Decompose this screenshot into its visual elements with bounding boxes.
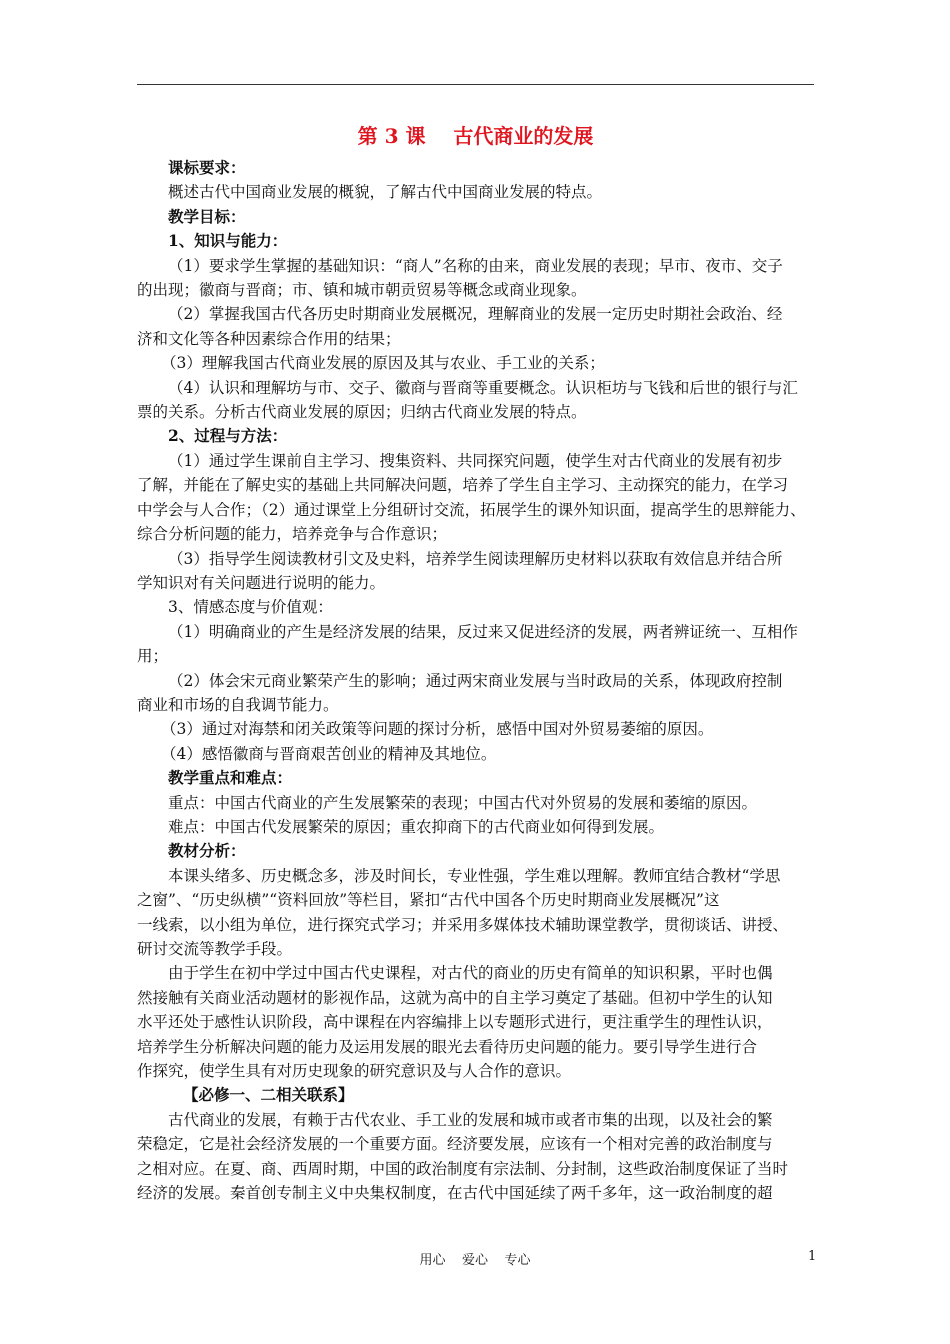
- page-number: 1: [808, 1249, 817, 1264]
- text-line: 票的关系。分析古代商业发展的原因；归纳古代商业发展的特点。: [137, 403, 587, 422]
- text-line: 水平还处于感性认识阶段，高中课程在内容编排上以专题形式进行，更注重学生的理性认识，: [137, 1013, 773, 1032]
- text-line: 古代商业的发展，有赖于古代农业、手工业的发展和城市或者市集的出现，以及社会的繁: [168, 1110, 773, 1129]
- text-line: 本课头绪多、历史概念多，涉及时间长，专业性强，学生难以理解。教师宜结合教材“学思: [168, 866, 781, 885]
- text-line: 然接触有关商业活动题材的影视作品，这就为高中的自主学习奠定了基础。但初中学生的认知: [137, 988, 773, 1007]
- text-line: 由于学生在初中学过中国古代史课程，对古代的商业的历史有简单的知识积累，平时也偶: [168, 964, 773, 983]
- document-body: [137, 120, 814, 1205]
- text-line: 的出现；徽商与晋商；市、镇和城市朝贡贸易等概念或商业现象。: [137, 281, 587, 300]
- text-line: 重点：中国古代商业的产生发展繁荣的表现；中国古代对外贸易的发展和萎缩的原因。: [168, 793, 758, 812]
- header-rule: [137, 84, 814, 85]
- text-line: （2）掌握我国古代各历史时期商业发展概况，理解商业的发展一定历史时期社会政治、经: [168, 305, 783, 324]
- text-line: 3、情感态度与价值观：: [168, 598, 333, 617]
- text-line: 教材分析：: [168, 841, 246, 861]
- text-line: 之相对应。在夏、商、西周时期，中国的政治制度有宗法制、分封制，这些政治制度保证了当时: [137, 1159, 789, 1178]
- text-line: （3）理解我国古代商业发展的原因及其与农业、手工业的关系；: [161, 354, 605, 373]
- text-line: 学知识对有关问题进行说明的能力。: [137, 573, 386, 592]
- lesson-title: 第 3 课 古代商业的发展: [357, 124, 594, 148]
- footer-slogan: 用心 爱心 专心: [419, 1253, 531, 1268]
- text-line: 综合分析问题的能力，培养竞争与合作意识；: [137, 525, 448, 544]
- text-line: （3）指导学生阅读教材引文及史料，培养学生阅读理解历史材料以获取有效信息并结合所: [168, 549, 783, 568]
- text-line: （4）认识和理解坊与市、交子、徽商与晋商等重要概念。认识柜坊与飞钱和后世的银行与汇: [168, 378, 798, 397]
- text-line: （1）明确商业的产生是经济发展的结果，反过来又促进经济的发展，两者辨证统一、互相作: [168, 622, 798, 641]
- body-text: [137, 156, 814, 1205]
- text-line: 教学重点和难点：: [168, 768, 293, 788]
- text-line: 1、知识与能力：: [168, 231, 288, 251]
- text-line: 【必修一、二相关联系】: [183, 1085, 354, 1105]
- text-line: （1）要求学生掌握的基础知识：“商人”名称的由来，商业发展的表现；早市、夜市、交子: [168, 256, 783, 275]
- text-line: （2）体会宋元商业繁荣产生的影响；通过两宋商业发展与当时政局的关系，体现政府控制: [168, 671, 783, 690]
- text-line: 之窗”、“历史纵横”“资料回放”等栏目，紧扣“古代中国各个历史时期商业发展概况”这: [137, 891, 720, 910]
- text-line: 课标要求：: [168, 158, 246, 177]
- text-line: 概述古代中国商业发展的概貌，了解古代中国商业发展的特点。: [168, 183, 603, 202]
- text-line: 教学目标：: [168, 206, 246, 226]
- text-line: （3）通过对海禁和闭关政策等问题的探讨分析，感悟中国对外贸易萎缩的原因。: [161, 720, 714, 739]
- text-line: 作探究，使学生具有对历史现象的研究意识及与人合作的意识。: [137, 1062, 572, 1081]
- text-line: 用；: [137, 647, 169, 666]
- text-line: 研讨交流等教学手段。: [137, 940, 293, 958]
- text-line: 2、过程与方法：: [168, 426, 288, 446]
- text-line: 培养学生分析解决问题的能力及运用发展的眼光去看待历史问题的能力。要引导学生进行合: [137, 1037, 758, 1056]
- text-line: （4）感悟徽商与晋商艰苦创业的精神及其地位。: [161, 744, 497, 763]
- text-line: 了解，并能在了解史实的基础上共同解决问题，培养了学生自主学习、主动探究的能力，在学习: [137, 476, 789, 495]
- text-line: 难点：中国古代发展繁荣的原因；重农抑商下的古代商业如何得到发展。: [168, 817, 665, 836]
- text-line: 荣稳定，它是社会经济发展的一个重要方面。经济要发展，应该有一个相对完善的政治制度与: [137, 1135, 773, 1154]
- text-line: 商业和市场的自我调节能力。: [137, 695, 339, 714]
- text-line: 经济的发展。秦首创专制主义中央集权制度，在古代中国延续了两千多年，这一政治制度的超: [137, 1184, 773, 1203]
- text-line: （1）通过学生课前自主学习、搜集资料、共同探究问题，使学生对古代商业的发展有初步: [168, 451, 783, 470]
- text-line: 一线索，以小组为单位，进行探究式学习；并采用多媒体技术辅助课堂教学，贯彻谈话、讲授、: [137, 915, 789, 934]
- text-line: 中学会与人合作；（2）通过课堂上分组研讨交流，拓展学生的课外知识面，提高学生的思辩能力、: [137, 500, 806, 519]
- text-line: 济和文化等各种因素综合作用的结果；: [137, 329, 401, 348]
